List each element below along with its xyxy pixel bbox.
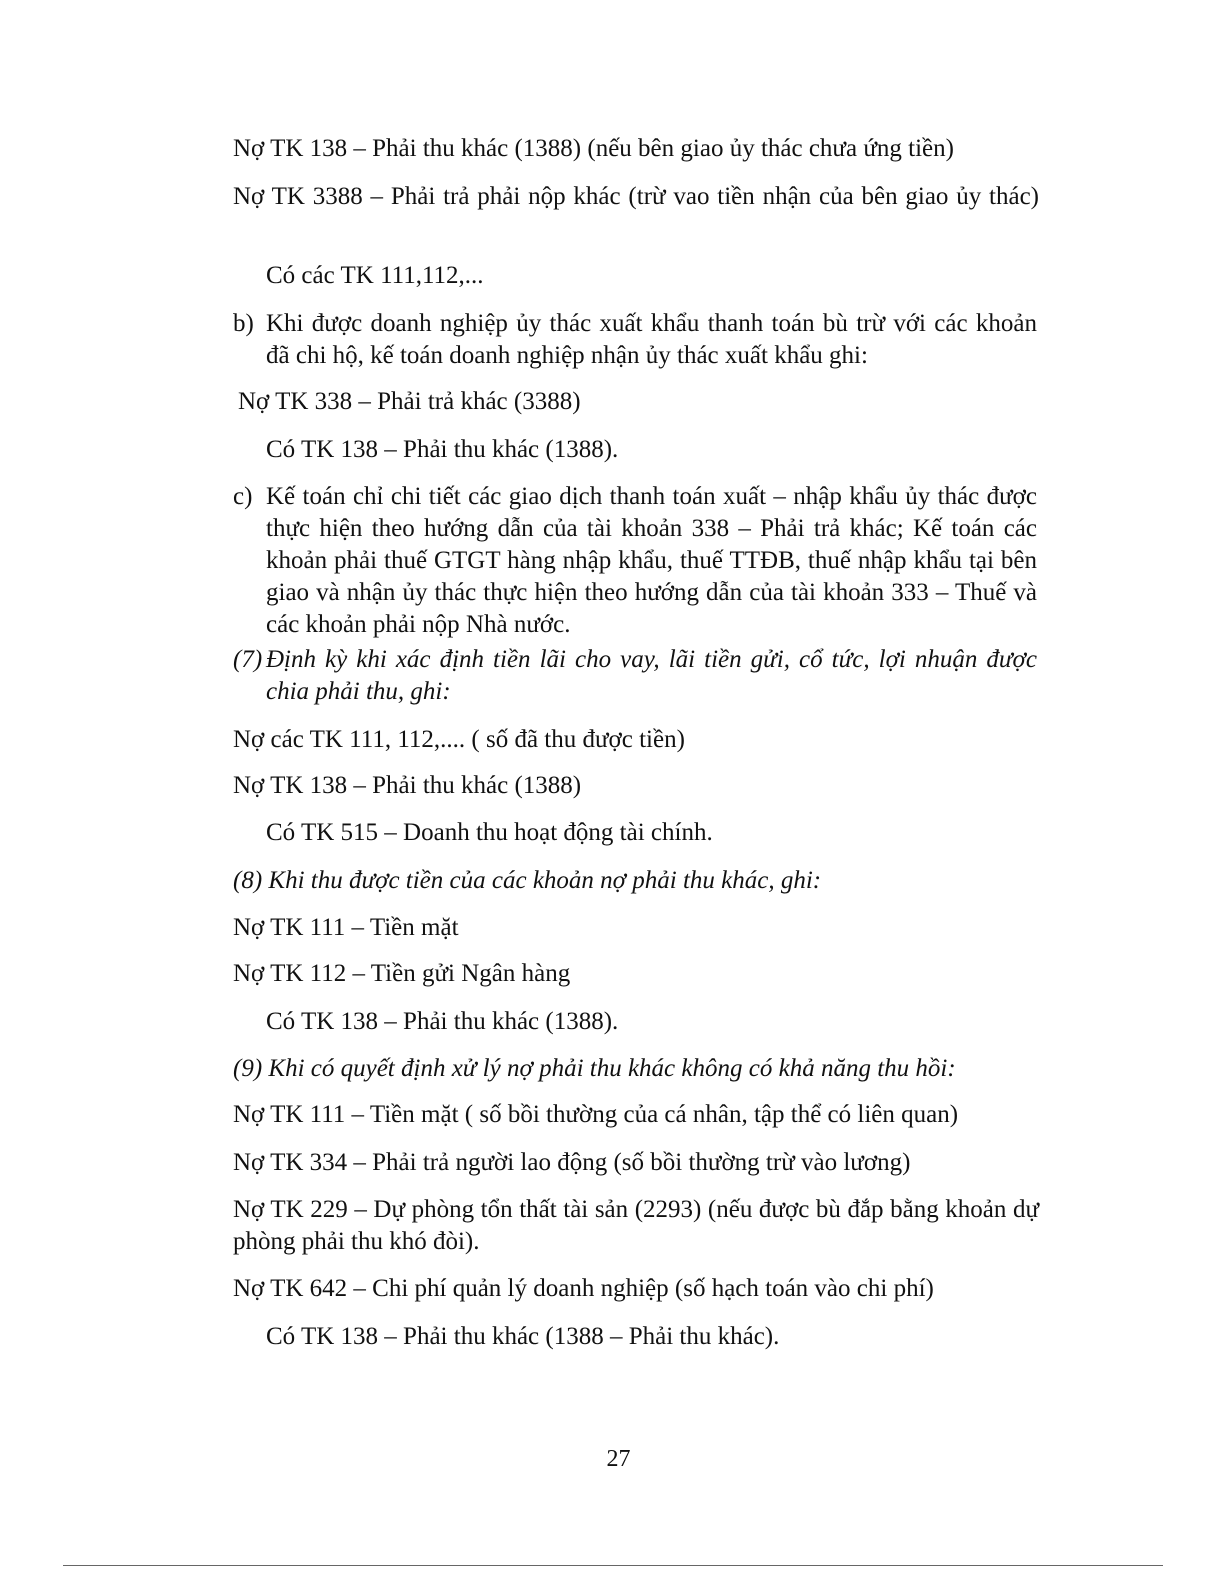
entry-debit-3388-text: Nợ TK 3388 – Phải trả phải nộp khác (trừ vao tiền nhận của bên giao ủy thác) xyxy=(233,183,1039,210)
section-7-heading xyxy=(233,644,1037,708)
entry-credit-138-c: Có TK 138 – Phải thu khác (1388). xyxy=(266,1008,619,1035)
entry-credit-111-112: Có các TK 111,112,... xyxy=(266,262,484,289)
entry-credit-138-d: Có TK 138 – Phải thu khác (1388 – Phải thu khác). xyxy=(266,1323,780,1350)
entry-debit-111-112: Nợ các TK 111, 112,.... ( số đã thu được tiền) xyxy=(233,726,685,753)
entry-debit-111-b: Nợ TK 111 – Tiền mặt ( số bồi thường của cá nhân, tập thể có liên quan) xyxy=(233,1101,959,1128)
entry-debit-642: Nợ TK 642 – Chi phí quản lý doanh nghiệp (số hạch toán vào chi phí) xyxy=(233,1275,934,1302)
list-item-c-text: Kế toán chỉ chi tiết các giao dịch thanh toán xuất – nhập khẩu ủy thác được thực hiện theo hướng dẫn của tài khoản 338 – Phải trả khác; Kế toán các khoản phải thuế GTGT hàng nhập khẩu, thuế TTĐB, thuế nhập khẩu tại bên giao và nhận ủy thác thực hiện theo hướng dẫn của tài khoản 333 – Thuế và các khoản phải nộp Nhà nước. xyxy=(266,483,1037,638)
section-7-text: Định kỳ khi xác định tiền lãi cho vay, lãi tiền gửi, cổ tức, lợi nhuận được chia phải thu, ghi: xyxy=(266,646,1037,705)
section-9-heading: (9) Khi có quyết định xử lý nợ phải thu khác không có khả năng thu hồi: xyxy=(233,1055,956,1082)
list-item-b xyxy=(233,308,1037,372)
entry-debit-111-a: Nợ TK 111 – Tiền mặt xyxy=(233,914,459,941)
entry-credit-138-a: Có TK 138 – Phải thu khác (1388). xyxy=(266,436,619,463)
page-number: 27 xyxy=(606,1446,631,1472)
entry-debit-229-text: Nợ TK 229 – Dự phòng tổn thất tài sản (2293) (nếu được bù đắp bằng khoản dự phòng phải thu khó đòi). xyxy=(233,1196,1039,1255)
entry-debit-138: Nợ TK 138 – Phải thu khác (1388) (nếu bên giao ủy thác chưa ứng tiền) xyxy=(233,135,954,162)
entry-credit-515: Có TK 515 – Doanh thu hoạt động tài chính. xyxy=(266,819,713,846)
list-marker-b: b) xyxy=(233,310,254,337)
entry-debit-112: Nợ TK 112 – Tiền gửi Ngân hàng xyxy=(233,960,571,987)
entry-debit-3388 xyxy=(233,181,1039,213)
entry-debit-229 xyxy=(233,1194,1039,1258)
page-bottom-divider xyxy=(63,1565,1163,1566)
list-item-c xyxy=(233,481,1037,641)
section-8-heading: (8) Khi thu được tiền của các khoản nợ phải thu khác, ghi: xyxy=(233,867,822,894)
entry-debit-334: Nợ TK 334 – Phải trả người lao động (số bồi thường trừ vào lương) xyxy=(233,1149,911,1176)
section-7-marker: (7) xyxy=(233,646,263,673)
entry-debit-338: Nợ TK 338 – Phải trả khác (3388) xyxy=(238,388,581,415)
entry-debit-138-b: Nợ TK 138 – Phải thu khác (1388) xyxy=(233,772,582,799)
list-marker-c: c) xyxy=(233,483,253,510)
list-item-b-text: Khi được doanh nghiệp ủy thác xuất khẩu thanh toán bù trừ với các khoản đã chi hộ, kế toán doanh nghiệp nhận ủy thác xuất khẩu ghi: xyxy=(266,310,1037,369)
